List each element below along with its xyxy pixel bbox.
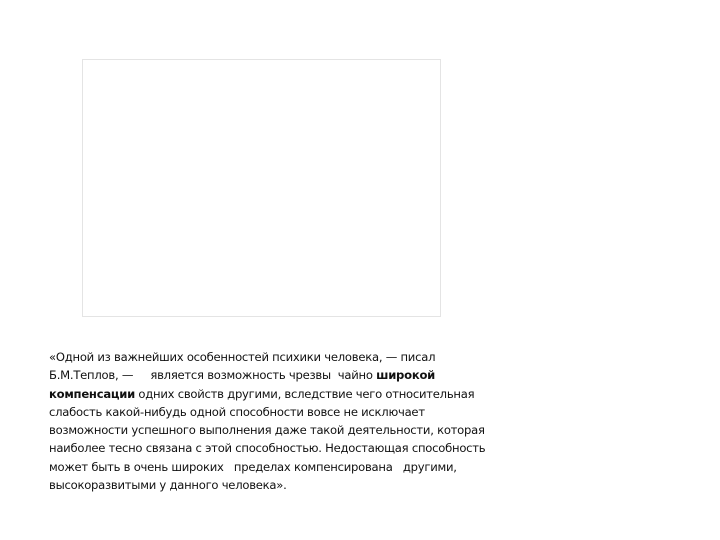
quote-line-5: возможности успешного выполнения даже такой деятельности, которая [49, 423, 485, 438]
quote-line-1: «Одной из важнейших особенностей психики человека, — писал [49, 350, 436, 364]
quote-line-3 [49, 385, 519, 403]
quote-line-8: высокоразвитыми у данного человека». [49, 478, 287, 493]
quote-text [49, 348, 519, 494]
quote-line-2 [49, 366, 519, 384]
quote-line-7: может быть в очень широких пределах компенсирована другими, [49, 459, 457, 474]
quote-line-4: слабость какой-нибудь одной способности вовсе не исключает [49, 404, 425, 419]
image-placeholder [82, 59, 441, 317]
quote-line-6: наиболее тесно связана с этой способностью. Недостающая способность [49, 441, 486, 456]
quote-line-3-text: одних свойств другими, вследствие чего относительная [134, 386, 475, 401]
quote-line-2-text: Б.М.Теплов, — является возможность чрезвы чайно [49, 368, 377, 383]
quote-emphasis-compensation: компенсации [49, 386, 135, 401]
quote-emphasis-wide: широкой [376, 368, 436, 383]
